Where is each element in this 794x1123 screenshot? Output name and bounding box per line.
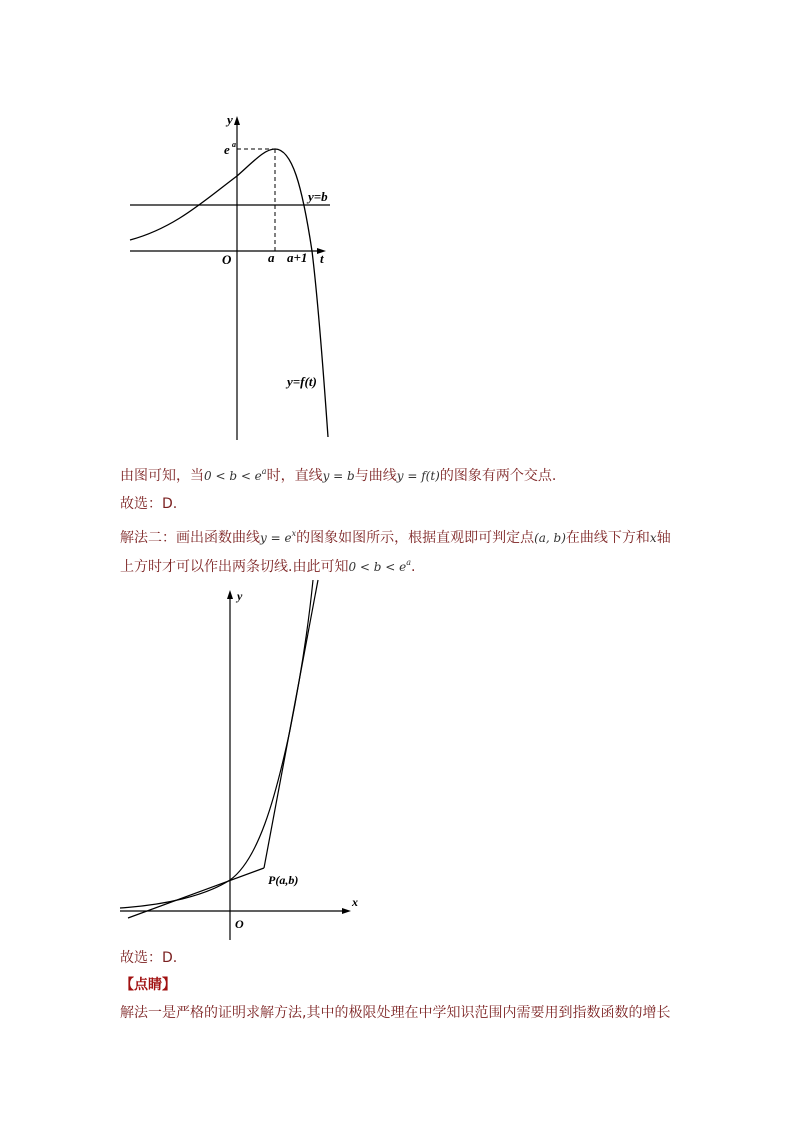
p1-mid2: 与曲线	[354, 468, 397, 484]
p1-cond	[204, 469, 267, 483]
fig1-tick-a: a	[268, 250, 275, 265]
comment-header: 【点睛】	[120, 977, 176, 993]
p1-mid: 时，直线	[266, 468, 323, 484]
p1-post: 的图象有两个交点.	[439, 468, 557, 484]
fig2-point-label: P(a,b)	[268, 873, 299, 887]
p1-curve: y = f(t)	[396, 469, 440, 483]
answer-2: 故选：D.	[120, 950, 178, 966]
fig1-origin-label: O	[222, 252, 232, 267]
m2-pre: 解法二：画出函数曲线	[120, 530, 260, 546]
p1-cond-main: 0 < b < e	[204, 469, 262, 483]
fig1-line-label: y=b	[308, 189, 328, 204]
comment-text: 解法一是严格的证明求解方法,其中的极限处理在中学知识范围内需要用到指数函数的增长	[120, 1005, 671, 1021]
fig2-y-arrow	[227, 590, 233, 599]
fig1-y-label: y	[227, 112, 233, 127]
fig1-y-arrow	[234, 116, 240, 125]
m2l2-pre: 上方时才可以作出两条切线.由此可知	[120, 559, 349, 575]
fig2-x-label: x	[352, 895, 358, 909]
fig2-x-arrow	[342, 908, 351, 914]
m2-point: (a, b)	[534, 531, 566, 545]
m2l2-cond-main: 0 < b < e	[348, 560, 407, 574]
m2-post: 轴	[656, 530, 671, 546]
fig1-peak-sup: a	[232, 140, 236, 149]
p1-cond-sup: a	[261, 467, 267, 476]
m2-axis: x	[649, 531, 657, 545]
fig2-y-label: y	[237, 589, 243, 603]
fig2-curve	[120, 580, 313, 908]
fig1-t-label: t	[320, 251, 324, 266]
fig1-curve	[130, 149, 328, 437]
m2l2-post: .	[411, 559, 416, 575]
m2l2-cond-sup: a	[406, 558, 412, 567]
answer-1: 故选：D.	[120, 496, 178, 512]
fig2-origin-label: O	[235, 917, 244, 931]
method-2-line-1	[120, 524, 671, 548]
m2l2-cond	[348, 560, 411, 574]
m2-func-sup: x	[291, 529, 297, 538]
p1-line: y = b	[322, 469, 355, 483]
m2-func	[260, 531, 296, 545]
p1-pre: 由图可知，当	[120, 468, 204, 484]
fig1-peak-label: e	[224, 142, 230, 157]
method-2-line-2	[120, 553, 415, 577]
m2-func-main: y = e	[260, 531, 292, 545]
paragraph-1	[120, 462, 556, 486]
m2-mid: 的图象如图所示，根据直观即可判定点	[296, 530, 535, 546]
m2-mid2: 在曲线下方和	[565, 530, 650, 546]
fig1-tick-a1: a+1	[287, 250, 308, 265]
fig2-tangent-1	[264, 580, 318, 868]
fig1-curve-label: y=f(t)	[287, 374, 317, 389]
